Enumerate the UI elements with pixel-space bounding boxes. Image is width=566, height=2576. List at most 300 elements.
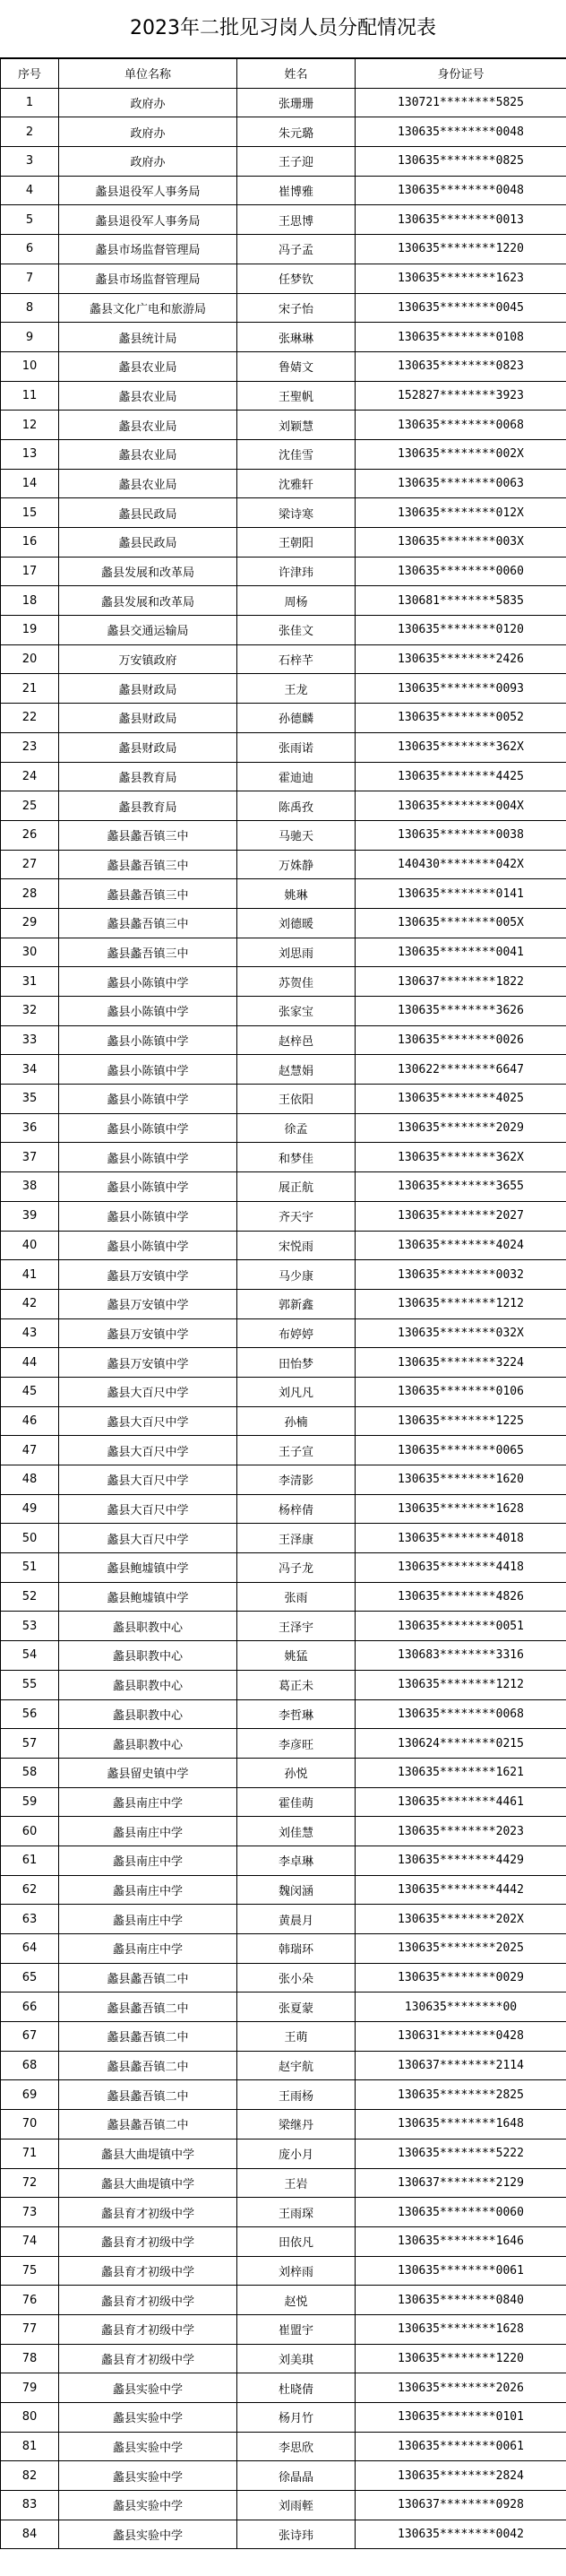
cell-seq: 62	[1, 1875, 59, 1905]
cell-id-number: 130637********2114	[356, 2051, 566, 2080]
cell-seq: 61	[1, 1846, 59, 1875]
cell-name: 魏闵涵	[237, 1875, 356, 1905]
table-row	[1, 147, 566, 177]
cell-seq: 46	[1, 1406, 59, 1436]
cell-name: 刘佳慧	[237, 1817, 356, 1846]
cell-id-number: 130635********202X	[356, 1905, 566, 1934]
cell-seq: 64	[1, 1934, 59, 1964]
cell-name: 周杨	[237, 586, 356, 616]
cell-unit: 蠡县育才初级中学	[59, 2256, 237, 2286]
cell-id-number: 130635********0061	[356, 2256, 566, 2286]
table-row	[1, 2168, 566, 2198]
table-row	[1, 997, 566, 1026]
cell-unit: 蠡县南庄中学	[59, 1846, 237, 1875]
cell-seq: 78	[1, 2344, 59, 2373]
cell-name: 王雨琛	[237, 2198, 356, 2227]
table-row	[1, 351, 566, 381]
cell-name: 王泽康	[237, 1524, 356, 1553]
cell-name: 王朝阳	[237, 528, 356, 558]
cell-name: 布婷婷	[237, 1318, 356, 1348]
cell-unit: 蠡县小陈镇中学	[59, 1143, 237, 1172]
cell-name: 王岩	[237, 2168, 356, 2198]
cell-name: 刘德暖	[237, 908, 356, 938]
cell-name: 马驰天	[237, 820, 356, 850]
cell-name: 王依阳	[237, 1085, 356, 1114]
cell-id-number: 130635********2426	[356, 644, 566, 674]
cell-id-number: 130635********3224	[356, 1348, 566, 1378]
cell-seq: 12	[1, 411, 59, 440]
table-row	[1, 938, 566, 967]
header-seq: 序号	[1, 59, 59, 89]
cell-unit: 蠡县统计局	[59, 323, 237, 352]
cell-seq: 83	[1, 2491, 59, 2520]
cell-id-number: 130635********0068	[356, 1699, 566, 1729]
cell-unit: 蠡县大曲堤镇中学	[59, 2168, 237, 2198]
cell-name: 杨月竹	[237, 2403, 356, 2433]
cell-name: 刘梓雨	[237, 2256, 356, 2286]
cell-name: 韩瑞环	[237, 1934, 356, 1964]
cell-id-number: 130635********0042	[356, 2520, 566, 2549]
cell-id-number: 130635********005X	[356, 908, 566, 938]
cell-seq: 41	[1, 1260, 59, 1290]
table-row	[1, 439, 566, 469]
cell-unit: 蠡县小陈镇中学	[59, 1113, 237, 1143]
cell-id-number: 130635********2027	[356, 1201, 566, 1231]
cell-id-number: 130635********4024	[356, 1231, 566, 1260]
header-unit: 单位名称	[59, 59, 237, 89]
table-row	[1, 1963, 566, 1993]
cell-name: 赵悦	[237, 2286, 356, 2315]
cell-id-number: 130635********0045	[356, 293, 566, 323]
cell-seq: 44	[1, 1348, 59, 1378]
cell-unit: 蠡县教育局	[59, 762, 237, 791]
cell-name: 李彦旺	[237, 1729, 356, 1759]
cell-unit: 蠡县财政局	[59, 674, 237, 704]
cell-unit: 蠡县蠡吾镇二中	[59, 2110, 237, 2139]
cell-seq: 6	[1, 235, 59, 264]
cell-id-number: 130635********362X	[356, 1143, 566, 1172]
cell-unit: 蠡县小陈镇中学	[59, 967, 237, 997]
cell-name: 赵慧娟	[237, 1055, 356, 1085]
cell-seq: 65	[1, 1963, 59, 1993]
page-title: 2023年二批见习岗人员分配情况表	[0, 0, 566, 58]
cell-unit: 蠡县实验中学	[59, 2403, 237, 2433]
cell-id-number: 130635********3626	[356, 997, 566, 1026]
cell-id-number: 130635********0026	[356, 1025, 566, 1055]
cell-id-number: 130635********2023	[356, 1817, 566, 1846]
cell-unit: 蠡县大百尺中学	[59, 1524, 237, 1553]
cell-unit: 蠡县鲍墟镇中学	[59, 1582, 237, 1612]
cell-seq: 26	[1, 820, 59, 850]
cell-id-number: 130635********0038	[356, 820, 566, 850]
cell-seq: 18	[1, 586, 59, 616]
cell-unit: 蠡县育才初级中学	[59, 2344, 237, 2373]
cell-id-number: 130635********0061	[356, 2432, 566, 2461]
cell-id-number: 130635********0823	[356, 351, 566, 381]
cell-name: 刘凡凡	[237, 1377, 356, 1406]
cell-unit: 蠡县职教中心	[59, 1641, 237, 1671]
cell-unit: 蠡县市场监督管理局	[59, 264, 237, 293]
cell-name: 朱元璐	[237, 117, 356, 147]
cell-name: 姚琳	[237, 879, 356, 909]
cell-name: 张家宝	[237, 997, 356, 1026]
header-name: 姓名	[237, 59, 356, 89]
cell-name: 苏贺佳	[237, 967, 356, 997]
table-row	[1, 1905, 566, 1934]
cell-seq: 4	[1, 176, 59, 205]
cell-unit: 蠡县农业局	[59, 411, 237, 440]
cell-id-number: 130635********0041	[356, 938, 566, 967]
cell-seq: 3	[1, 147, 59, 177]
cell-name: 王泽宇	[237, 1612, 356, 1641]
table-row	[1, 850, 566, 879]
cell-seq: 45	[1, 1377, 59, 1406]
cell-name: 张诗玮	[237, 2520, 356, 2549]
cell-id-number: 130635********0108	[356, 323, 566, 352]
table-row	[1, 2226, 566, 2256]
cell-seq: 29	[1, 908, 59, 938]
cell-seq: 72	[1, 2168, 59, 2198]
table-row	[1, 2139, 566, 2168]
cell-seq: 27	[1, 850, 59, 879]
table-row	[1, 1817, 566, 1846]
cell-unit: 蠡县小陈镇中学	[59, 1231, 237, 1260]
cell-name: 葛正未	[237, 1670, 356, 1699]
cell-id-number: 130635********1621	[356, 1758, 566, 1787]
table-row	[1, 2286, 566, 2315]
cell-name: 赵宇航	[237, 2051, 356, 2080]
cell-seq: 69	[1, 2080, 59, 2110]
cell-seq: 49	[1, 1494, 59, 1524]
cell-seq: 30	[1, 938, 59, 967]
table-row	[1, 2344, 566, 2373]
cell-unit: 蠡县大百尺中学	[59, 1406, 237, 1436]
cell-name: 王雨杨	[237, 2080, 356, 2110]
cell-name: 徐晶晶	[237, 2461, 356, 2491]
cell-unit: 蠡县蠡吾镇三中	[59, 879, 237, 909]
cell-seq: 28	[1, 879, 59, 909]
cell-name: 张珊珊	[237, 88, 356, 117]
cell-seq: 38	[1, 1172, 59, 1202]
cell-name: 孙悦	[237, 1758, 356, 1787]
cell-id-number: 130635********0101	[356, 2403, 566, 2433]
table-row	[1, 528, 566, 558]
cell-seq: 15	[1, 498, 59, 528]
cell-id-number: 130635********0840	[356, 2286, 566, 2315]
cell-id-number: 130635********2025	[356, 1934, 566, 1964]
cell-id-number: 130635********4425	[356, 762, 566, 791]
cell-name: 宋子怡	[237, 293, 356, 323]
cell-name: 王聖帆	[237, 381, 356, 411]
cell-id-number: 130635********004X	[356, 791, 566, 821]
cell-id-number: 130635********1212	[356, 1289, 566, 1318]
cell-seq: 23	[1, 732, 59, 762]
cell-id-number: 130635********0048	[356, 176, 566, 205]
table-row	[1, 1993, 566, 2022]
cell-name: 李卓琳	[237, 1846, 356, 1875]
table-row	[1, 235, 566, 264]
cell-seq: 60	[1, 1817, 59, 1846]
cell-unit: 蠡县蠡吾镇二中	[59, 2022, 237, 2052]
cell-unit: 蠡县民政局	[59, 498, 237, 528]
cell-unit: 蠡县蠡吾镇二中	[59, 2051, 237, 2080]
cell-seq: 80	[1, 2403, 59, 2433]
cell-seq: 67	[1, 2022, 59, 2052]
cell-id-number: 130635********0060	[356, 2198, 566, 2227]
table-row	[1, 1699, 566, 1729]
table-row	[1, 1055, 566, 1085]
cell-seq: 25	[1, 791, 59, 821]
cell-unit: 蠡县职教中心	[59, 1612, 237, 1641]
cell-seq: 76	[1, 2286, 59, 2315]
table-row	[1, 1113, 566, 1143]
cell-unit: 蠡县蠡吾镇三中	[59, 938, 237, 967]
cell-seq: 33	[1, 1025, 59, 1055]
cell-unit: 蠡县南庄中学	[59, 1787, 237, 1817]
table-row	[1, 2314, 566, 2344]
cell-name: 张夏蒙	[237, 1993, 356, 2022]
table-row	[1, 557, 566, 586]
cell-seq: 55	[1, 1670, 59, 1699]
cell-unit: 蠡县大曲堤镇中学	[59, 2139, 237, 2168]
table-row	[1, 2198, 566, 2227]
cell-unit: 蠡县蠡吾镇二中	[59, 1993, 237, 2022]
table-row	[1, 1524, 566, 1553]
cell-seq: 40	[1, 1231, 59, 1260]
cell-name: 田依凡	[237, 2226, 356, 2256]
cell-id-number: 130635********1623	[356, 264, 566, 293]
cell-seq: 58	[1, 1758, 59, 1787]
cell-id-number: 130635********2029	[356, 1113, 566, 1143]
table-row	[1, 1025, 566, 1055]
cell-unit: 蠡县退役军人事务局	[59, 176, 237, 205]
table-row	[1, 1085, 566, 1114]
cell-name: 梁继丹	[237, 2110, 356, 2139]
cell-id-number: 130635********2824	[356, 2461, 566, 2491]
cell-id-number: 130635********1648	[356, 2110, 566, 2139]
cell-name: 王子迎	[237, 147, 356, 177]
cell-seq: 42	[1, 1289, 59, 1318]
cell-unit: 蠡县万安镇中学	[59, 1260, 237, 1290]
cell-name: 田怡梦	[237, 1348, 356, 1378]
cell-seq: 37	[1, 1143, 59, 1172]
cell-seq: 77	[1, 2314, 59, 2344]
table-row	[1, 820, 566, 850]
cell-name: 张琳琳	[237, 323, 356, 352]
table-row	[1, 2403, 566, 2433]
table-row	[1, 2461, 566, 2491]
cell-unit: 蠡县大百尺中学	[59, 1465, 237, 1495]
cell-seq: 48	[1, 1465, 59, 1495]
cell-seq: 5	[1, 205, 59, 235]
cell-unit: 蠡县农业局	[59, 439, 237, 469]
table-row	[1, 2080, 566, 2110]
cell-unit: 政府办	[59, 88, 237, 117]
cell-unit: 蠡县职教中心	[59, 1699, 237, 1729]
cell-unit: 蠡县鲍墟镇中学	[59, 1553, 237, 1583]
cell-seq: 19	[1, 616, 59, 645]
cell-id-number: 130635********003X	[356, 528, 566, 558]
cell-name: 冯子孟	[237, 235, 356, 264]
cell-unit: 蠡县南庄中学	[59, 1875, 237, 1905]
cell-seq: 22	[1, 704, 59, 733]
table-row	[1, 791, 566, 821]
cell-seq: 56	[1, 1699, 59, 1729]
cell-seq: 35	[1, 1085, 59, 1114]
cell-unit: 蠡县发展和改革局	[59, 586, 237, 616]
cell-seq: 75	[1, 2256, 59, 2286]
cell-id-number: 130635********3655	[356, 1172, 566, 1202]
cell-unit: 蠡县大百尺中学	[59, 1436, 237, 1465]
cell-name: 沈佳雪	[237, 439, 356, 469]
table-row	[1, 879, 566, 909]
cell-id-number: 130635********0029	[356, 1963, 566, 1993]
cell-name: 刘颖慧	[237, 411, 356, 440]
cell-seq: 79	[1, 2373, 59, 2403]
cell-id-number: 130622********6647	[356, 1055, 566, 1085]
cell-unit: 蠡县小陈镇中学	[59, 1055, 237, 1085]
cell-seq: 73	[1, 2198, 59, 2227]
table-row	[1, 381, 566, 411]
cell-seq: 81	[1, 2432, 59, 2461]
cell-name: 张佳文	[237, 616, 356, 645]
table-row	[1, 1201, 566, 1231]
cell-unit: 蠡县蠡吾镇三中	[59, 850, 237, 879]
table-row	[1, 616, 566, 645]
cell-id-number: 130635********0068	[356, 411, 566, 440]
cell-unit: 蠡县育才初级中学	[59, 2286, 237, 2315]
cell-unit: 蠡县财政局	[59, 732, 237, 762]
table-row	[1, 732, 566, 762]
table-row	[1, 1143, 566, 1172]
cell-id-number: 130635********0013	[356, 205, 566, 235]
table-row	[1, 2520, 566, 2549]
cell-seq: 32	[1, 997, 59, 1026]
cell-name: 王子宣	[237, 1436, 356, 1465]
cell-unit: 蠡县文化广电和旅游局	[59, 293, 237, 323]
table-row	[1, 644, 566, 674]
table-row	[1, 674, 566, 704]
cell-id-number: 130635********0065	[356, 1436, 566, 1465]
cell-name: 王龙	[237, 674, 356, 704]
table-row	[1, 293, 566, 323]
table-row	[1, 1934, 566, 1964]
cell-name: 黄晨月	[237, 1905, 356, 1934]
cell-unit: 蠡县蠡吾镇三中	[59, 908, 237, 938]
cell-unit: 蠡县实验中学	[59, 2461, 237, 2491]
cell-unit: 蠡县农业局	[59, 469, 237, 498]
cell-unit: 蠡县实验中学	[59, 2432, 237, 2461]
cell-unit: 蠡县南庄中学	[59, 1934, 237, 1964]
cell-id-number: 130635********00	[356, 1993, 566, 2022]
cell-unit: 蠡县实验中学	[59, 2520, 237, 2549]
cell-id-number: 130637********0928	[356, 2491, 566, 2520]
cell-name: 孙楠	[237, 1406, 356, 1436]
cell-seq: 84	[1, 2520, 59, 2549]
table-row	[1, 2432, 566, 2461]
table-row	[1, 1612, 566, 1641]
cell-seq: 10	[1, 351, 59, 381]
table-row	[1, 1436, 566, 1465]
cell-unit: 蠡县小陈镇中学	[59, 1085, 237, 1114]
cell-seq: 70	[1, 2110, 59, 2139]
table-row	[1, 1729, 566, 1759]
cell-unit: 蠡县财政局	[59, 704, 237, 733]
cell-unit: 蠡县南庄中学	[59, 1817, 237, 1846]
cell-name: 李清影	[237, 1465, 356, 1495]
cell-seq: 43	[1, 1318, 59, 1348]
cell-id-number: 130635********0060	[356, 557, 566, 586]
cell-unit: 蠡县小陈镇中学	[59, 1172, 237, 1202]
table-row	[1, 586, 566, 616]
table-row	[1, 1260, 566, 1290]
cell-seq: 2	[1, 117, 59, 147]
table-row	[1, 1348, 566, 1378]
cell-name: 齐天宇	[237, 1201, 356, 1231]
cell-seq: 7	[1, 264, 59, 293]
table-row	[1, 704, 566, 733]
cell-unit: 蠡县市场监督管理局	[59, 235, 237, 264]
cell-name: 张雨	[237, 1582, 356, 1612]
cell-id-number: 130635********4429	[356, 1846, 566, 1875]
cell-seq: 16	[1, 528, 59, 558]
cell-id-number: 130635********0093	[356, 674, 566, 704]
cell-name: 展正航	[237, 1172, 356, 1202]
cell-id-number: 130635********1620	[356, 1465, 566, 1495]
cell-id-number: 130635********4442	[356, 1875, 566, 1905]
cell-id-number: 130635********1212	[356, 1670, 566, 1699]
cell-unit: 蠡县大百尺中学	[59, 1377, 237, 1406]
table-row	[1, 88, 566, 117]
table-row	[1, 2373, 566, 2403]
cell-id-number: 130635********4418	[356, 1553, 566, 1583]
table-row	[1, 1231, 566, 1260]
table-row	[1, 1553, 566, 1583]
cell-id-number: 130683********3316	[356, 1641, 566, 1671]
cell-id-number: 130635********0051	[356, 1612, 566, 1641]
cell-id-number: 130635********1628	[356, 1494, 566, 1524]
table-row	[1, 323, 566, 352]
cell-seq: 11	[1, 381, 59, 411]
table-row	[1, 1172, 566, 1202]
cell-seq: 9	[1, 323, 59, 352]
cell-seq: 39	[1, 1201, 59, 1231]
cell-seq: 21	[1, 674, 59, 704]
cell-unit: 蠡县大百尺中学	[59, 1494, 237, 1524]
cell-name: 孙德麟	[237, 704, 356, 733]
cell-id-number: 130631********0428	[356, 2022, 566, 2052]
cell-seq: 8	[1, 293, 59, 323]
table-row	[1, 1465, 566, 1495]
table-row	[1, 2022, 566, 2052]
cell-name: 沈雅轩	[237, 469, 356, 498]
cell-name: 霍佳萌	[237, 1787, 356, 1817]
cell-unit: 蠡县发展和改革局	[59, 557, 237, 586]
cell-id-number: 130635********0052	[356, 704, 566, 733]
table-row	[1, 1318, 566, 1348]
cell-name: 刘雨輊	[237, 2491, 356, 2520]
table-row	[1, 1289, 566, 1318]
table-body	[1, 88, 566, 2549]
cell-unit: 蠡县小陈镇中学	[59, 1201, 237, 1231]
cell-unit: 蠡县万安镇中学	[59, 1318, 237, 1348]
cell-seq: 68	[1, 2051, 59, 2080]
cell-seq: 31	[1, 967, 59, 997]
cell-id-number: 130635********0120	[356, 616, 566, 645]
cell-seq: 34	[1, 1055, 59, 1085]
cell-id-number: 130635********4018	[356, 1524, 566, 1553]
cell-id-number: 130635********032X	[356, 1318, 566, 1348]
